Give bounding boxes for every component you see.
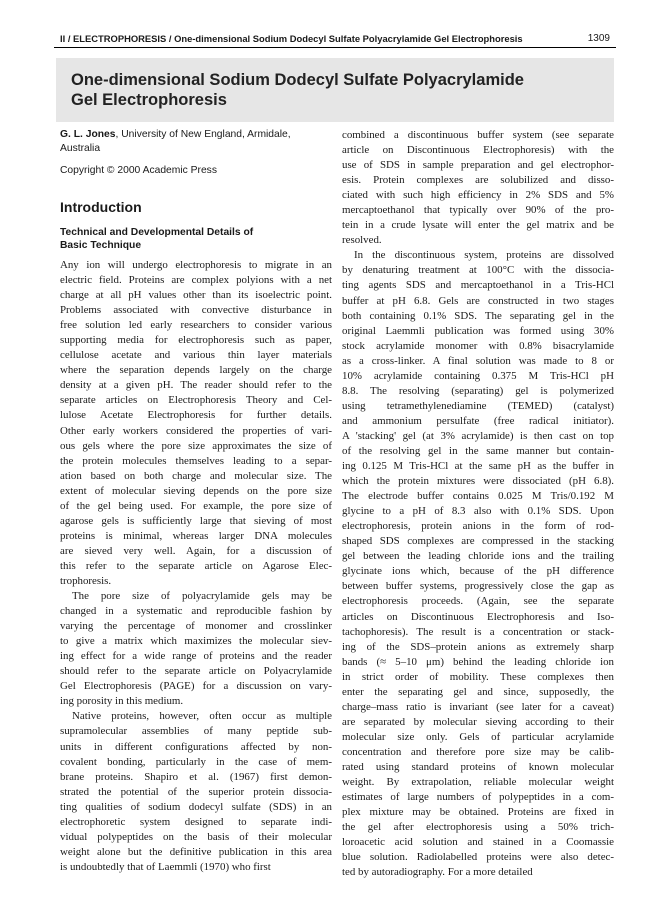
text-line: are separated by molecular sieving according to their (342, 715, 614, 728)
text-line: buffer at pH 6.8. Gels are constructed in two stages (342, 294, 614, 307)
text-line: both containing 0.1% SDS. The separating gel in the (342, 309, 614, 322)
author-affiliation-country: Australia (60, 143, 101, 154)
text-line: loroacetic acid solution and stained in a Coomassie (342, 836, 614, 849)
text-line: agarose gels is sufficiently large that sieving of most (60, 514, 332, 527)
text-line: strated the potential of the superior protein dissocia- (60, 785, 332, 798)
title-box (56, 58, 614, 122)
text-line: lulose Acetate Electrophoresis for further details. (60, 409, 332, 422)
text-line: plex mixture may be obtained. Proteins are fixed in (342, 806, 614, 819)
header-rule (54, 47, 616, 48)
text-line: Gel Electrophoresis (PAGE) for a discussion on vary- (60, 680, 332, 693)
text-line: the gel after electrophoresis using a 50% trich- (342, 821, 614, 834)
text-line: should refer to the separate article on Polyacrylamide (60, 665, 332, 678)
text-line: blue solution. Radiolabelled proteins were also detec- (342, 851, 614, 864)
text-line: estimates of large numbers of polypeptides in a com- (342, 791, 614, 804)
text-line: ing of the SDS–protein anions as extremely sharp (342, 640, 614, 653)
text-line: of the resolving gel in the same manner but contain- (342, 444, 614, 457)
text-line: ing effect for a wide range of proteins and the reader (60, 650, 332, 663)
text-line: In the discontinuous system, proteins are dissolved (354, 249, 614, 262)
text-line: bands (≈ 5–10 μm) behind the leading chloride ion (342, 655, 614, 668)
text-line: in strict order of mobility. These complexes then (342, 670, 614, 683)
text-line: tein in a crude lysate will enter the gel matrix and be (342, 219, 614, 232)
text-line: electric field. Proteins are complex polyions with a net (60, 274, 332, 287)
text-line: combined a discontinuous buffer system (see separate (342, 129, 614, 141)
text-line: electrophoretic system designed to separate indi- (60, 815, 332, 828)
text-line: using tetramethylenediamine (TEMED) (catalyst) (342, 399, 614, 412)
author-block (60, 128, 332, 156)
text-line: as a cross-linker. A final solution was made to 8 or (342, 354, 614, 367)
text-line: Native proteins, however, often occur as multiple (72, 710, 332, 723)
text-line: to give a matrix which maximizes the molecular siev- (60, 635, 332, 648)
text-line: units in different configurations affected by non- (60, 740, 332, 753)
text-line: by denaturing treatment at 100°C with the dissocia- (342, 264, 614, 277)
text-line: changed in a systematic and reproducible fashion by (60, 605, 332, 618)
text-line: articles on Discontinuous Electrophoresis and Iso- (342, 610, 614, 623)
text-line: brane proteins. Shapiro et al. (1967) first demon- (60, 770, 332, 783)
article-title (71, 70, 591, 110)
text-line: ted by autoradiography. For a more detailed (342, 866, 533, 879)
text-line: this refer to the separate article on Agarose Elec- (60, 559, 332, 572)
text-line: free solution led early researchers to consider various (60, 319, 332, 332)
text-line: weight. By extrapolation, reliable molecular weight (342, 776, 614, 789)
text-line: proteins is minimal, whereas larger DNA molecules (60, 529, 332, 542)
text-line: The pore size of polyacrylamide gels may be (72, 590, 332, 603)
text-line: ation based on both charge and molecular size. The (60, 469, 332, 482)
left-column-text (60, 258, 332, 875)
text-line: supramolecular assemblies of many peptide sub- (60, 725, 332, 738)
text-line: molecular size only. Gels of particular acrylamide (342, 730, 614, 743)
text-line: ciated with such high efficiency in 2% SDS and 5% (342, 189, 614, 202)
text-line: article on Discontinuous Electrophoresis) with the (342, 144, 614, 157)
article-title-line-2: Gel Electrophoresis (71, 91, 227, 109)
text-line: The electrode buffer contains 0.025 M Tris/0.192 M (342, 490, 614, 503)
text-line: ing porosity in this medium. (60, 695, 184, 708)
author-name: G. L. Jones (60, 129, 116, 140)
article-title-line-1: One-dimensional Sodium Dodecyl Sulfate Polyacrylamide (71, 71, 524, 89)
text-line: rated using standard proteins of known molecular (342, 760, 614, 773)
text-line: resolved. (342, 234, 382, 247)
text-line: vidual polypeptides on the basis of their molecular (60, 830, 332, 843)
text-line: charge–mass ratio is invariant (see later for a caveat) (342, 700, 614, 713)
page-number: 1309 (587, 32, 610, 44)
text-line: trophoresis. (60, 574, 112, 587)
text-line: density at a given pH. The reader should refer to the (60, 379, 332, 392)
text-line: covalent bonding, particularly in the case of mem- (60, 755, 332, 768)
text-line: concentration and therefore pore size may be calib- (342, 745, 614, 758)
text-line: Other early workers considered the properties of vari- (60, 424, 332, 437)
text-line: are sieved very well. Again, for a discussion of (60, 544, 332, 557)
left-column (60, 128, 332, 875)
text-line: 8.8. The resolving (separating) gel is polymerized (342, 384, 614, 397)
text-line: where the separation depends largely on the charge (60, 364, 332, 377)
text-line: A 'stacking' gel (at 3% acrylamide) is then cast on top (342, 429, 614, 442)
subsection-heading (60, 226, 332, 252)
text-line: which the protein mixtures were dissociated (pH 6.8). (342, 475, 614, 488)
text-line: separate articles on Electrophoresis Theory and Cel- (60, 394, 332, 407)
text-line: enter the separating gel and since, supposedly, the (342, 685, 614, 698)
text-line: use of SDS in sample preparation and gel electrophor- (342, 159, 614, 172)
text-line: varying the percentage of monomer and crosslinker (60, 620, 332, 633)
text-line: charge at all pH values other than its isoelectric point. (60, 289, 332, 302)
text-line: ous gels where the pore size approximates the size of (60, 439, 332, 452)
text-line: original Laemmli publication was formed using 30% (342, 324, 614, 337)
text-line: and ammonium persulfate (free radical initiator). (342, 414, 614, 427)
text-line: glycinate ions which, because of the pH difference (342, 565, 614, 578)
section-heading-introduction: Introduction (60, 199, 142, 215)
text-line: esis. Protein complexes are solubilized and disso- (342, 174, 614, 187)
text-line: between buffer systems, progressively close the gap as (342, 580, 614, 593)
text-line: ting qualities of sodium dodecyl sulfate (SDS) in an (60, 800, 332, 813)
text-line: electrophoresis proceeds. (Again, see the separate (342, 595, 614, 608)
right-column (342, 128, 614, 880)
text-line: supporting media for electrophoresis such as paper, (60, 334, 332, 347)
text-line: electrophoresis, protein anions in the form of rod- (342, 520, 614, 533)
subsection-heading-line-2: Basic Technique (60, 240, 142, 251)
text-line: stock acrylamide monomer with 0.8% bisacrylamide (342, 339, 614, 352)
text-line: shaped SDS complexes are compressed in the stacking (342, 535, 614, 548)
text-line: mercaptoethanol that typically over 90% of the pro- (342, 204, 614, 217)
text-line: of the gel being used. For example, the pore size of (60, 499, 332, 512)
right-column-text (342, 128, 614, 880)
text-line: 10% acrylamide containing 0.375 M Tris-HCl pH (342, 369, 614, 382)
text-line: cellulose acetate and various thin layer materials (60, 349, 332, 362)
subsection-heading-line-1: Technical and Developmental Details of (60, 227, 254, 238)
text-line: gel between the leading chloride ions and the trailing (342, 550, 614, 563)
text-line: weight alone but the definitive publication in this area (60, 845, 332, 858)
text-line: glycine to a pH of 8.3 also with 0.1% SDS. Upon (342, 505, 614, 518)
author-affiliation: , University of New England, Armidale, (115, 129, 291, 140)
running-head (60, 32, 610, 44)
text-line: Problems associated with convective disturbance in (60, 304, 332, 317)
text-line: ting agents SDS and mercaptoethanol in a Tris-HCl (342, 279, 614, 292)
text-line: extent of molecular sieving depends on the pore size (60, 484, 332, 497)
text-line: the protein molecules themselves leading to a separ- (60, 454, 332, 467)
running-head-section: II / ELECTROPHORESIS / One-dimensional Sodium Dodecyl Sulfate Polyacrylamide Gel Electrophoresis (60, 32, 523, 44)
copyright-notice: Copyright © 2000 Academic Press (60, 165, 217, 176)
text-line: ing 0.125 M Tris-HCl at the same pH as the buffer in (342, 460, 614, 473)
text-line: is undoubtedly that of Laemmli (1970) who first (60, 860, 271, 873)
text-line: tachophoresis). The result is a concentration or stack- (342, 625, 614, 638)
text-line: Any ion will undergo electrophoresis to migrate in an (60, 259, 332, 271)
